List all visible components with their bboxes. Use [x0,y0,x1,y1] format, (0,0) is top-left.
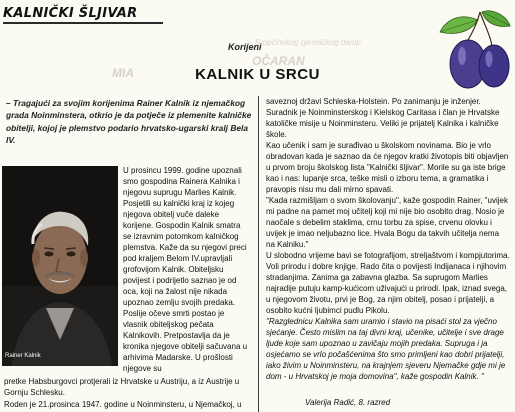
bleed-through-text-3: MIA [112,66,134,80]
right-paragraph: Kao učenik i sam je surađivao u školskom novinama. Bio je vrlo obradovan kada je saznao da će njegov kratki životopis biti objavljen u prvom broju školskog lista "Kalnički šljivar". Morile su ga iste brige kao i nas: lupanje srca, teške misli o izboru tema, a gramatika i pravopis nisu mu dali mirno spavati. [266,141,509,194]
portrait-photo-icon [2,166,118,366]
paragraph-beside-photo: U prosincu 1999. godine upoznali smo gospodina Rainera Kalnika i njegovu suprugu Marlies Kalnik. Posjetili su kalnički kraj iz kojeg njegova obitelj vuče daleke korijene. Gospodin Kalnik smatra se izravnim potomkom kalničkog plemstva. Kaže da su njegovi preci pod kraljem Belom IV.upravljali grofovijom Kalnik. Obiteljsku povijest i podrijetlo saznao je od oca, koji na žalost nije nikada upoznao zemlju svojih predaka. Poslije očeve smrti postao je vlasnik obiteljskog pečata Kalnikovih. Pretpostavlja da je kronika njegove obitelji sačuvana u arhivima Madarske. U prošlosti njegove su [123,166,248,373]
photo-caption: Rainer Kalnik [5,353,41,359]
article-title: KALNIK U SRCU [195,66,320,83]
right-paragraph: U slobodno vrijeme bavi se fotografijom, streljaštvom i kompjutorima. Voli prirodu i dobre knjige. Rado čita o povijesti Indijanaca i njihovim stradanjima. Zanima ga zabavna glazba. Sa suprugom Marlies najradije putuju kamp-kućicom uživajući u prirodi. Ipak, iznad svega, u njegovom životu, prvi je Bog, za njim obitelj, posao i prijatelji, a osobito kućni ljubimci pudlu Pikolu. [266,251,510,315]
section-label: Korijeni [228,42,262,52]
article-lead: – Tragajući za svojim korijenima Rainer Kalnik iz njemačkog grada Noinminstera, otkrio je da potječe iz plemenite kalničke obitelji, kojoj je plemstvo podario hrvatsko-ugarski kralj Bela IV. [6,98,252,146]
column-divider [258,96,259,412]
masthead: KALNIČKI ŠLJIVAR [3,6,138,21]
masthead-rule [3,22,163,24]
bleed-through-text-2: OČARAN [252,54,305,68]
right-paragraph: saveznoj državi Schleska-Holstein. Po zanimanju je inženjer. Suradnik je Noinminsterskog i Kielskog Caritasa i član je Hrvatske katoličke misije u Noinminsteru. Veliki je prijatelj Kalnika i kalničke škole. [266,97,500,139]
right-column [266,96,510,382]
closing-quote: "Razglednicu Kalnika sam uramio i stavio na pisaći stol za vječno sjećanje. Često mislim na taj divni kraj, učenike, učitelje i sve drage ljude koje sam upoznao u zavičaju mojih predaka. Supruga i ja osjećamo se vrlo počašćenima što smo primljeni kao dobri prijatelji, iako živim u Noinminsteru, na krajnjem sjeveru Njemačke gdje mi je dom - u Hrvatskoj je moja domovina", kaže gospodin Kalnik. " [266,317,506,381]
paragraph-full-width: pretke Habsburgovci protjerali iz Hrvatske u Austriju, a iz Austrije u Gornju Schlesku. [4,377,240,397]
bleed-through-text-1: S općinskog pjesničkog damp [255,38,361,47]
right-paragraph: "Kada razmišljam o svom školovanju", kaže gospodin Rainer, "uvijek mi padne na pamet moj učitelj koji mi nije bio osobito drag. Nosio je naočale s debelim staklima, crnu torbu za spise, crvenu olovku i uvijek je imao neljubazno lice. Hvala Bogu da takvih učitelja nema na Kalniku." [266,196,508,249]
paragraph-last: Roden je 21.prosinca 1947. godine u Noinminsteru, u Njemačkoj, u [4,400,242,409]
author-signature: Valerija Radić, 8. razred [305,398,391,407]
